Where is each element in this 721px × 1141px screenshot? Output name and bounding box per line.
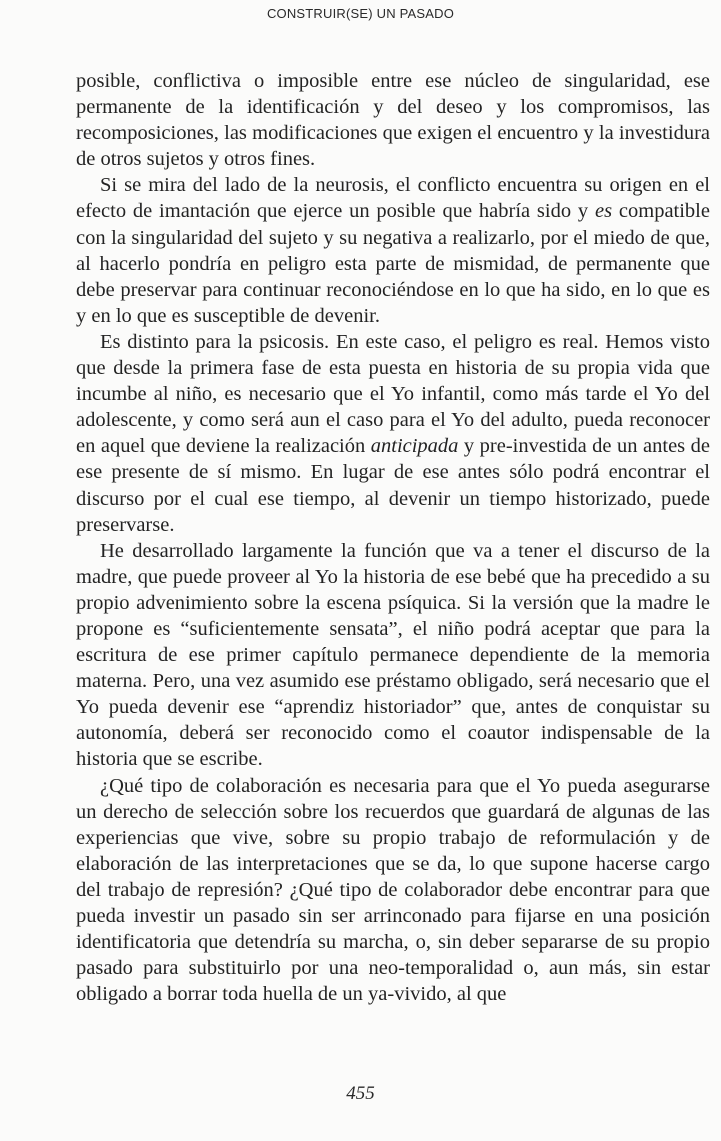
paragraph-3-emphasis: anticipada	[370, 435, 459, 458]
paragraph-2-emphasis: es	[595, 200, 613, 223]
paragraph-2-text-a: Si se mira del lado de la neurosis, el conflicto encuentra su origen en el efecto de imantación que ejerce un posible que habría sido y	[76, 174, 710, 223]
paragraph-3	[76, 329, 710, 538]
body-text	[76, 68, 710, 1007]
paragraph-5: ¿Qué tipo de colaboración es necesaria para que el Yo pueda asegurarse un derecho de selección sobre los recuerdos que guardará de algunas de las experiencias que vive, sobre su propio trabajo de reformulación y de elaboración de las interpretaciones que se da, lo que supone hacerse cargo del trabajo de represión? ¿Qué tipo de colaborador debe encontrar para que pueda investir un pasado sin ser arrinconado para fijarse en una posición identificatoria que detendría su marcha, o, sin deber separarse de su propio pasado para substituirlo por una neo-temporalidad o, aun más, sin estar obligado a borrar toda huella de un ya-vivido, al que	[76, 774, 710, 1006]
paragraph-2-text-b: compatible con la singularidad del sujeto y su negativa a realizarlo, por el miedo de que, al hacerlo pondría en peligro esta parte de mismidad, de permanente que debe preservar para continuar reconociéndose en lo que ha sido, en lo que es y en lo que es susceptible de devenir.	[76, 200, 710, 327]
running-header: CONSTRUIR(SE) UN PASADO	[266, 6, 455, 21]
paragraph-2	[76, 172, 710, 329]
page-number: 455	[346, 1083, 375, 1104]
paragraph-1: posible, conflictiva o imposible entre ese núcleo de singularidad, ese permanente de la identificación y del deseo y los compromisos, las recomposiciones, las modificaciones que exigen el encuentro y la investidura de otros sujetos y otros fines.	[76, 70, 710, 171]
paragraph-3-text-a: Es distinto para la psicosis. En este caso, el peligro es real. Hemos visto que desde la primera fase de esta puesta en historia de su propia vida que incumbe al niño, es necesario que el Yo infantil, como más tarde el Yo del adolescente, y como será aun el caso para el Yo del adulto, pueda reconocer en aquel que deviene la realización	[76, 330, 710, 458]
paragraph-4: He desarrollado largamente la función que va a tener el discurso de la madre, que puede proveer al Yo la historia de ese bebé que ha precedido a su propio advenimiento sobre la escena psíquica. Si la versión que la madre le propone es “suficientemente sensata”, el niño podrá aceptar que para la escritura de ese primer capítulo permanece dependiente de la memoria materna. Pero, una vez asumido ese préstamo obligado, será necesario que el Yo pueda devenir ese “aprendiz historiador” que, antes de conquistar su autonomía, deberá ser reconocido como el coautor indispensable de la historia que se escribe.	[76, 539, 710, 771]
paragraph-3-text-b: y pre-investida de un antes de ese presente de sí mismo. En lugar de ese antes sólo podrá encontrar el discurso por el cual ese tiempo, al devenir un tiempo historizado, puede preservarse.	[76, 435, 710, 536]
